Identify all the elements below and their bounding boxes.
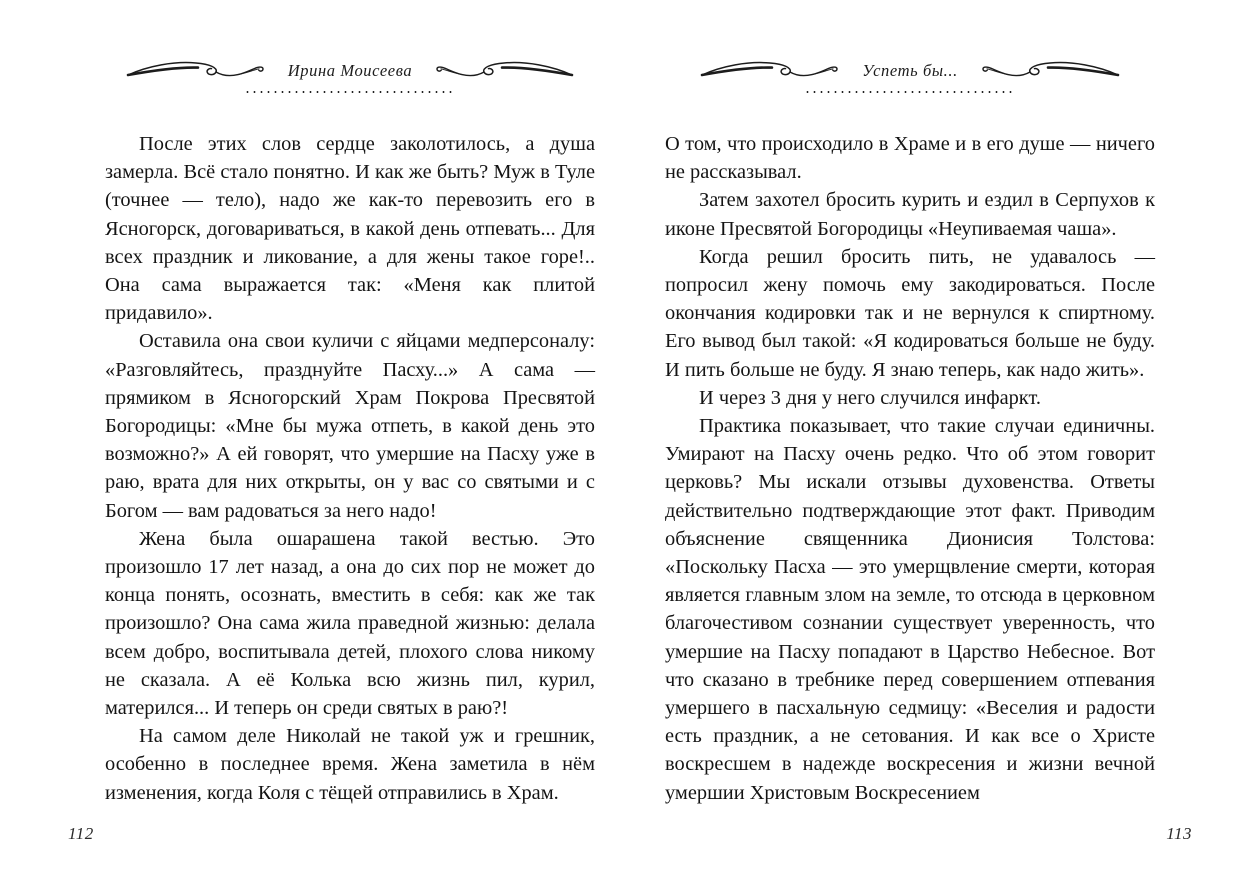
running-head-title: Ирина Моисеева — [287, 61, 413, 80]
page-right — [630, 0, 1260, 882]
flourish-ornament-icon — [126, 58, 276, 84]
body-text-right — [665, 130, 1155, 807]
paragraph: На самом деле Николай не такой уж и грешник, особенно в последнее время. Жена заметила в нём изменения, когда Коля с тёщей отправились в Храм. — [105, 725, 595, 804]
paragraph: После этих слов сердце заколотилось, а душа замерла. Всё стало понятно. И как же быть? Муж в Туле (точнее — тело), надо же как-то перевозить его в Ясногорск, договариваться, в какой день отпевать... Для всех праздник и ликование, а для жены такое горе!.. Она сама выражается так: «Меня как плитой придавило». — [105, 133, 595, 325]
flourish-ornament-icon — [970, 58, 1120, 84]
paragraph: Оставила она свои куличи с яйцами медперсоналу: «Разговляйтесь, празднуйте Пасху...» А сама — прямиком в Ясногорский Храм Покрова Пресвятой Богородицы: «Мне бы мужа отпеть, в какой день это возможно?» А ей говорят, что умершие на Пасху уже в раю, врата для них открыты, он у вас со святыми и с Богом — вам радоваться за него надо! — [105, 330, 595, 522]
paragraph: О том, что происходило в Храме и в его душе — ничего не рассказывал. — [665, 133, 1155, 184]
dotted-rule — [804, 87, 1016, 93]
paragraph: Затем захотел бросить курить и ездил в Серпухов к иконе Пресвятой Богородицы «Неупиваемая чаша». — [665, 189, 1155, 240]
paragraph: Жена была ошарашена такой вестью. Это произошло 17 лет назад, а она до сих пор не может до конца понять, осознать, вместить в себя: как же так произошло? Она сама жила праведной жизнью: делала всем добро, воспитывала детей, плохого слова никому не сказала. А её Колька всю жизнь пил, курил, матерился... И теперь он среди святых в раю?! — [105, 527, 595, 720]
flourish-ornament-icon — [424, 58, 574, 84]
paragraph: И через 3 дня у него случился инфаркт. — [699, 386, 1041, 409]
page-number: 112 — [68, 824, 94, 843]
dotted-rule-wrap — [665, 84, 1155, 93]
running-head-row — [105, 58, 595, 84]
paragraph: Практика показывает, что такие случаи единичны. Умирают на Пасху очень редко. Что об этом говорит церковь? Мы искали отзывы духовенства. Ответы действительно подтверждающие этот факт. Приводим объяснение священника Дионисия Толстова: «Поскольку Пасха — это умерщвление смерти, которая является главным злом на земле, то отсюда в церковном благочестивом сознании существует уверенность, что умершие на Пасху попадают в Царство Небесное. Вот что сказано в требнике перед совершением отпевания умершего в пасхальную седмицу: «Веселия и радости есть праздник, а не сетования. И как все о Христе воскресшем в надежде воскресения и жизни вечной умершии Христовым Воскресением — [665, 415, 1155, 804]
running-head-row — [665, 58, 1155, 84]
page-number: 113 — [1166, 824, 1192, 843]
body-text-left — [105, 130, 595, 807]
paragraph: Когда решил бросить пить, не удавалось — попросил жену помочь ему закодироваться. После окончания кодировки так и не вернулся к спиртному. Его вывод был такой: «Я кодироваться больше не буду. И пить больше не буду. Я знаю теперь, как надо жить». — [665, 245, 1155, 381]
running-head-right — [665, 0, 1155, 118]
running-head-title: Успеть бы... — [862, 61, 958, 80]
flourish-ornament-icon — [700, 58, 850, 84]
dotted-rule — [244, 87, 456, 93]
dotted-rule-wrap — [105, 84, 595, 93]
running-head-left — [105, 0, 595, 118]
